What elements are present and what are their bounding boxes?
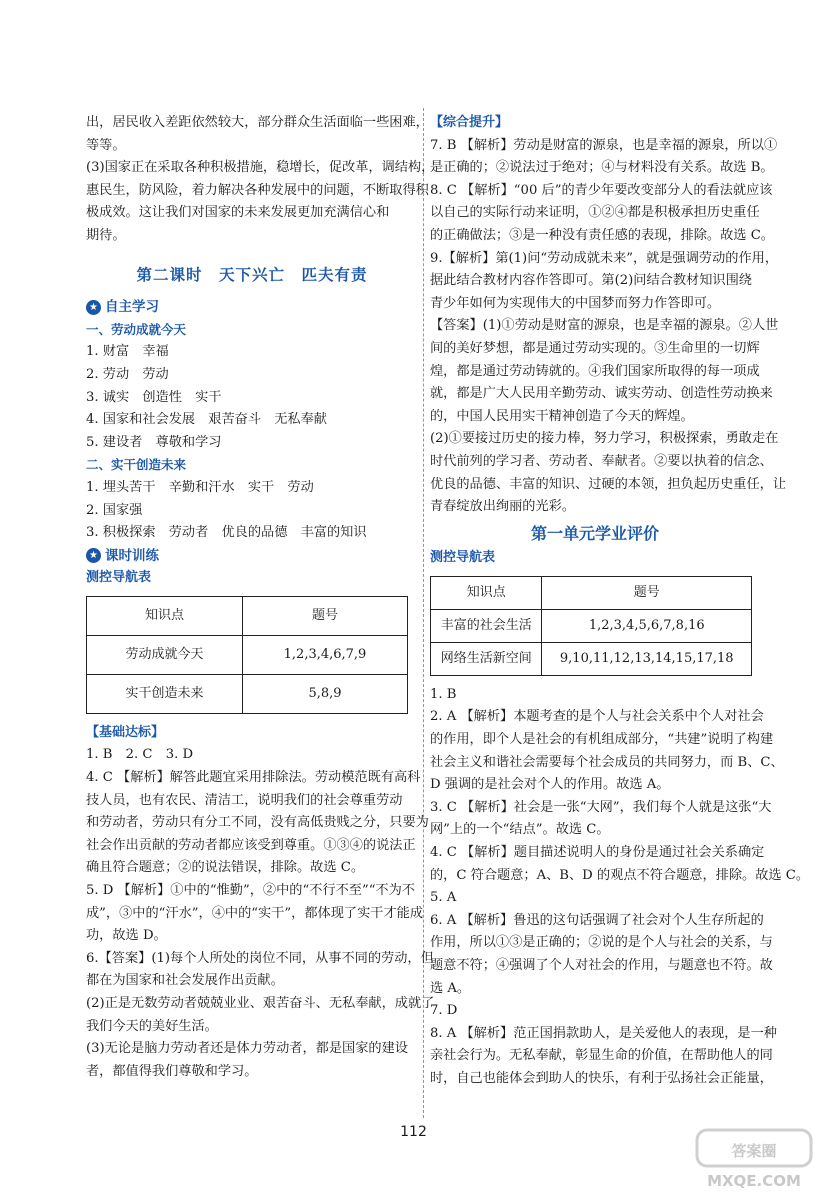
list-item: 3. 积极探索 劳动者 优良的品德 丰富的知识 [86, 525, 367, 541]
answer-line: 6.【答案】(1)每个人所处的岗位不同，从事不同的劳动，但 [86, 950, 434, 966]
right-column [430, 112, 810, 1091]
answer-line: 就，都是广大人民用辛勤劳动、诚实劳动、创造性劳动换来 [430, 386, 773, 402]
answer-line: (3)无论是脑力劳动者还是体力劳动者，都是国家的建设 [86, 1041, 408, 1057]
column-divider [423, 108, 424, 1118]
answer-line: 亲社会行为。无私奉献，彰显生命的价值，在帮助他人的同 [430, 1048, 773, 1064]
answer-line: 1. B 2. C 3. D [86, 747, 194, 763]
class-training-label: 课时训练 [105, 547, 159, 564]
answers-block-b [430, 684, 810, 1091]
answer-line: (2)①要接过历史的接力棒，努力学习，积极探索，勇敢走在 [430, 431, 779, 447]
answer-line: 8. A 【解析】范正国捐款助人，是关爱他人的表现，是一种 [430, 1025, 777, 1041]
table-cell: 实干创造未来 [87, 674, 243, 713]
watermark-bottom-text: MXQE.COM [707, 1172, 801, 1190]
answer-line: 都在为国家和社会发展作出贡献。 [86, 973, 284, 989]
answer-line: 功，故选 D。 [86, 928, 167, 944]
list-item: 1. 埋头苦干 辛勤和汗水 实干 劳动 [86, 479, 314, 495]
subsection-2-list [86, 477, 418, 545]
left-column [86, 112, 435, 1083]
answer-line: 时，自己也能体会到助人的快乐，有利于弘扬社会正能量， [430, 1070, 773, 1086]
table-cell: 劳动成就今天 [87, 635, 243, 674]
table-header-row [431, 576, 752, 609]
answer-line: 3. C 【解析】社会是一张“大网”，我们每个人就是这张“大 [430, 799, 772, 815]
table-row [431, 642, 752, 675]
text-line: 出，居民收入差距依然较大，部分群众生活面临一些困难， [86, 115, 429, 130]
intro-paragraph [86, 112, 429, 157]
nav-table [86, 596, 408, 714]
table-row [87, 674, 408, 713]
table-cell: 网络生活新空间 [431, 642, 542, 675]
list-item: 1. 财富 幸福 [86, 344, 169, 360]
answer-line: 技人员，也有农民、清洁工，说明我们的社会尊重劳动 [86, 792, 403, 808]
table-row [87, 635, 408, 674]
subsection-heading: 一、劳动成就今天 [86, 321, 187, 337]
answer-line: 成”，③中的“汗水”，④中的“实干”，都体现了实干才能成 [86, 905, 424, 921]
answer-line: 青春绽放出绚丽的光彩。 [430, 499, 576, 515]
table-cell: 丰富的社会生活 [431, 609, 542, 642]
answer-line: 7. B 【解析】劳动是财富的源泉，也是幸福的源泉，所以① [430, 137, 778, 153]
answer-line: 者，都值得我们尊敬和学习。 [86, 1063, 258, 1079]
table-cell: 1,2,3,4,5,6,7,8,16 [542, 609, 752, 642]
comprehensive-label: 【综合提升】 [430, 115, 509, 130]
answer-line: 和劳动者，劳动只有分工不同，没有高低贵贱之分，只要为 [86, 815, 429, 831]
lesson-title: 第二课时 天下兴亡 匹夫有责 [136, 264, 368, 284]
answer-line: 的正确做法；③是一种没有责任感的表现，排除。故选 C。 [430, 227, 774, 243]
unit-title: 第一单元学业评价 [530, 523, 659, 543]
answer-line: 确且符合题意；②的说法错误，排除。故选 C。 [86, 860, 365, 876]
answer-line: 4. C 【解析】解答此题宜采用排除法。劳动模范既有高科 [86, 770, 421, 786]
table-cell: 1,2,3,4,6,7,9 [242, 635, 407, 674]
answer-line: 题意不符；④强调了个人对社会的作用，与题意也不符。故 [430, 958, 773, 973]
star-icon: ★ [86, 548, 101, 563]
answer-line: 9.【解析】第(1)问“劳动成就未来”，就是强调劳动的作用， [430, 250, 779, 266]
answer-line: 的作用，即个人是社会的有机组成部分，“共建”说明了构建 [430, 732, 774, 748]
table-header-cell: 题号 [242, 596, 407, 635]
list-item: 4. 国家和社会发展 艰苦奋斗 无私奉献 [86, 412, 327, 428]
page-number: 112 [400, 1124, 427, 1140]
paragraph-3 [86, 157, 435, 247]
answer-line: 2. A 【解析】本题考查的是个人与社会关系中个人对社会 [430, 709, 764, 725]
answer-line: 的，C 符合题意；A、B、D 的观点不符合题意，排除。故选 C。 [430, 867, 810, 883]
answer-line: 5. D 【解析】①中的“惟勤”，②中的“不行不至”“不为不 [86, 883, 415, 899]
table-header-cell: 知识点 [431, 576, 542, 609]
answer-line: 是正确的；②说法过于绝对；④与材料没有关系。故选 B。 [430, 160, 774, 176]
text-line: (3)国家正在采取各种积极措施，稳增长，促改革，调结构， [86, 160, 435, 176]
answer-line: 6. A 【解析】鲁迅的这句话强调了社会对个人生存所起的 [430, 912, 764, 928]
star-icon: ★ [86, 300, 101, 315]
answer-line: 社会主义和谐社会需要每个社会成员的共同努力，而 B、C、 [430, 754, 784, 770]
answer-line: 优良的品德、丰富的知识、过硬的本领，担负起历史重任，让 [430, 476, 787, 492]
table-header-cell: 题号 [542, 576, 752, 609]
answer-line: 社会作出贡献的劳动者都应该受到尊重。①③④的说法正 [86, 837, 416, 853]
nav-table-label: 测控导航表 [430, 550, 496, 566]
answer-line: 8. C 【解析】“00 后”的青少年要改变部分人的看法就应该 [430, 182, 773, 198]
subsection-heading: 二、实干创造未来 [86, 457, 187, 473]
answer-line: 1. B [430, 686, 457, 702]
answer-line: 4. C 【解析】题目描述说明人的身份是通过社会关系确定 [430, 845, 765, 861]
answer-line: 时代前列的学习者、劳动者、奉献者。②要以执着的信念、 [430, 453, 773, 469]
answer-line: 网”上的一个“结点”。故选 C。 [430, 822, 610, 838]
answer-line: 【答案】(1)①劳动是财富的源泉，也是幸福的源泉。②人世 [430, 318, 779, 334]
list-item: 5. 建设者 尊敬和学习 [86, 434, 222, 450]
answer-line: 煌，都是通过劳动铸就的。④我们国家所取得的每一项成 [430, 363, 760, 379]
table-cell: 5,8,9 [242, 674, 407, 713]
answer-line: 间的美好梦想，都是通过劳动实现的。③生命里的一切辉 [430, 340, 760, 356]
text-line: 期待。 [86, 227, 126, 243]
table-header-row [87, 596, 408, 635]
answers-block-a [430, 135, 787, 519]
answer-line: 青少年如何为实现伟大的中国梦而努力作答即可。 [430, 295, 721, 311]
answer-line: 的，中国人民用实干精神创造了今天的辉煌。 [430, 408, 694, 424]
answer-line: 7. D [430, 1003, 458, 1019]
answer-line: D 强调的是社会对个人的作用。故选 A。 [430, 777, 670, 793]
basic-label: 【基础达标】 [86, 724, 165, 740]
watermark-top-text: 答案圈 [731, 1142, 777, 1160]
answer-line: 以自己的实际行动来证明，①②④都是积极承担历史重任 [430, 205, 760, 221]
answer-line: 作用，所以①③是正确的；②说的是个人与社会的关系，与 [430, 935, 773, 951]
nav-table [430, 576, 752, 676]
answer-line: 我们今天的美好生活。 [86, 1018, 218, 1034]
answer-line: (2)正是无数劳动者兢兢业业、艰苦奋斗、无私奉献，成就了 [86, 996, 435, 1011]
subsection-1-list [86, 341, 418, 454]
answer-line: 5. A [430, 890, 457, 906]
self-study-heading [86, 296, 418, 319]
table-row [431, 609, 752, 642]
list-item: 2. 劳动 劳动 [86, 366, 169, 382]
answer-line: 选 A。 [430, 980, 471, 996]
table-cell: 9,10,11,12,13,14,15,17,18 [542, 642, 752, 675]
watermark-logo [695, 1126, 813, 1192]
text-line: 惠民生，防风险，着力解决各种发展中的问题，不断取得积 [86, 182, 429, 198]
list-item: 2. 国家强 [86, 502, 143, 518]
nav-table-label: 测控导航表 [86, 570, 152, 586]
answers-block [86, 744, 435, 1083]
text-line: 极成效。这让我们对国家的未来发展更加充满信心和 [86, 205, 390, 221]
self-study-label: 自主学习 [105, 299, 159, 316]
class-training-heading [86, 545, 418, 568]
text-line: 等等。 [86, 137, 126, 153]
list-item: 3. 诚实 创造性 实干 [86, 389, 222, 405]
answer-line: 据此结合教材内容作答即可。第(2)问结合教材知识围绕 [430, 273, 752, 289]
table-header-cell: 知识点 [87, 596, 243, 635]
